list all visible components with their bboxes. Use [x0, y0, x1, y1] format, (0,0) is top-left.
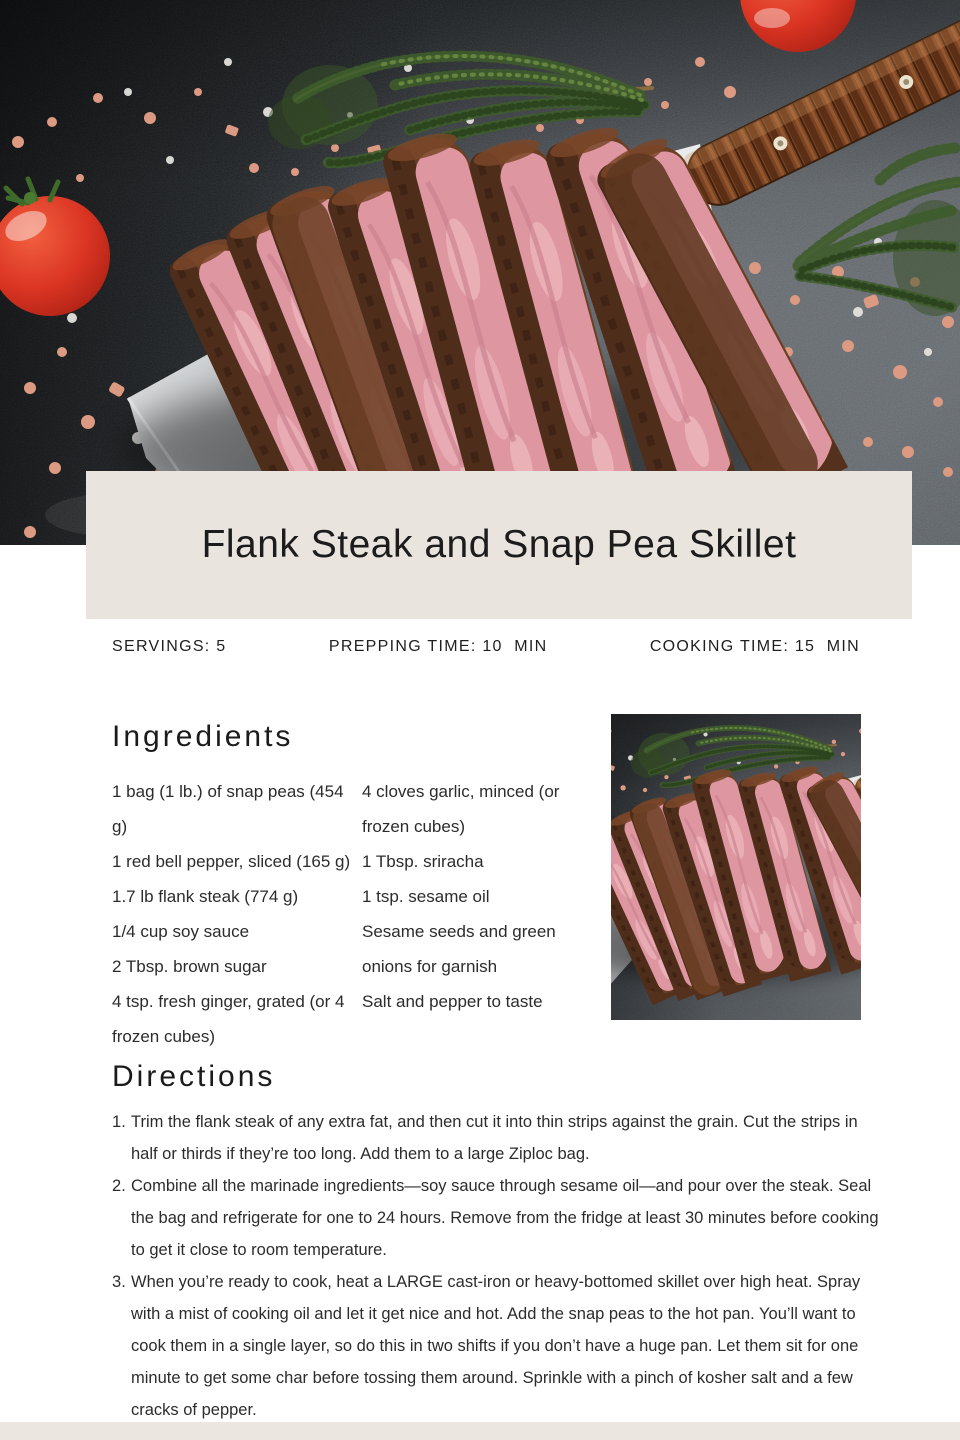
ingredient-item: 1.7 lb flank steak (774 g)	[112, 887, 299, 906]
servings-label: SERVINGS: 5	[112, 638, 227, 655]
ingredients-column-right	[362, 774, 580, 1054]
ingredient-item: Sesame seeds and green onions for garnish	[362, 922, 556, 976]
bottom-accent-strip	[0, 1422, 960, 1440]
ingredients-list	[112, 774, 580, 1054]
ingredient-item: 4 cloves garlic, minced (or frozen cubes)	[362, 782, 560, 836]
directions-list	[112, 1106, 884, 1426]
side-photo-illustration	[611, 714, 861, 1020]
recipe-meta	[112, 638, 860, 656]
hero-photo-illustration	[0, 0, 960, 545]
page-title: Flank Steak and Snap Pea Skillet	[201, 523, 797, 566]
side-photo	[611, 714, 861, 1020]
ingredients-heading: Ingredients	[112, 720, 294, 753]
ingredient-item: 1 tsp. sesame oil	[362, 887, 490, 906]
ingredient-item: 1 Tbsp. sriracha	[362, 852, 484, 871]
ingredient-item: Salt and pepper to taste	[362, 992, 543, 1011]
direction-step: Trim the flank steak of any extra fat, and then cut it into thin strips against the grain. Cut the strips in half or thirds if they’re too long. Add them to a large Ziploc bag.	[131, 1113, 858, 1163]
title-banner	[86, 471, 912, 619]
ingredients-column-left	[112, 774, 362, 1054]
ingredient-item: 2 Tbsp. brown sugar	[112, 957, 267, 976]
ingredient-item: 1/4 cup soy sauce	[112, 922, 250, 941]
ingredient-item: 1 bag (1 lb.) of snap peas (454 g)	[112, 782, 344, 836]
directions-heading: Directions	[112, 1060, 276, 1093]
direction-step: When you’re ready to cook, heat a LARGE cast-iron or heavy-bottomed skillet over high heat. Spray with a mist of cooking oil and let it get nice and hot. Add the snap peas to the hot pan. You’ll want to cook them in a single layer, so do this in two shifts if you don’t have a huge pan. Let them sit for one minute to get some char before tossing them around. Sprinkle with a pinch of kosher salt and a few cracks of pepper.	[131, 1273, 861, 1419]
ingredient-item: 1 red bell pepper, sliced (165 g)	[112, 852, 351, 871]
ingredient-item: 4 tsp. fresh ginger, grated (or 4 frozen cubes)	[112, 992, 345, 1046]
cook-time-label: COOKING TIME: 15 MIN	[649, 638, 860, 655]
direction-step: Combine all the marinade ingredients—soy sauce through sesame oil—and pour over the steak. Seal the bag and refrigerate for one to 24 hours. Remove from the fridge at least 30 minutes before cooking to get it close to room temperature.	[131, 1177, 879, 1259]
hero-photo	[0, 0, 960, 545]
prep-time-label: PREPPING TIME: 10 MIN	[328, 638, 548, 655]
